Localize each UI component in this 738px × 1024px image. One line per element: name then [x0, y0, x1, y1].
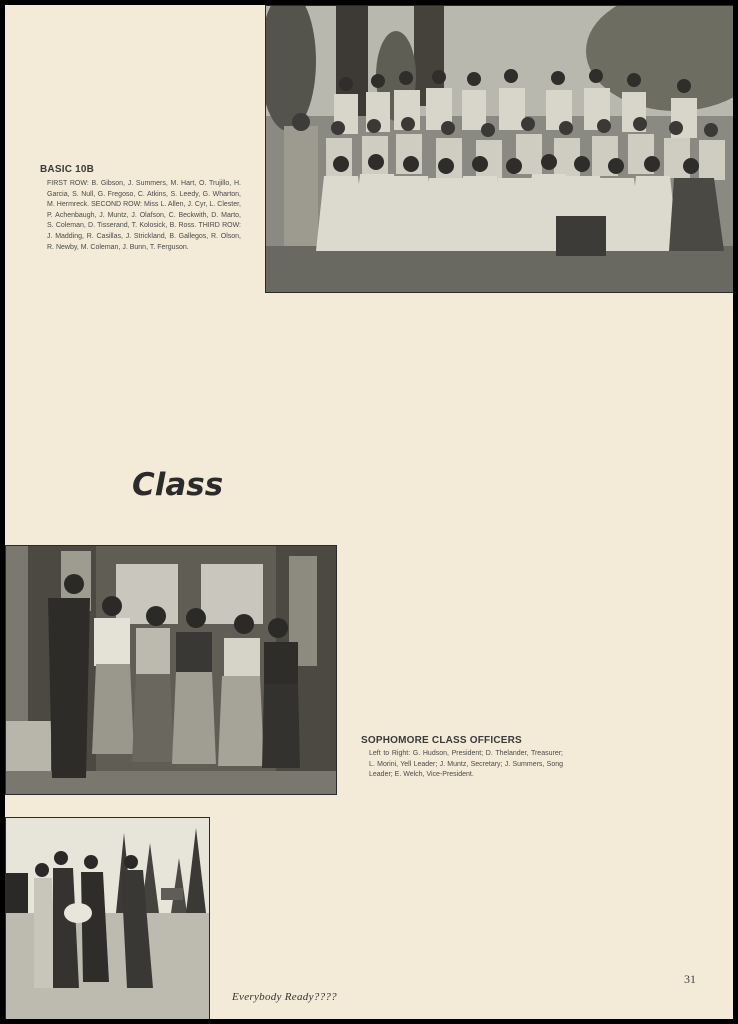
everybody-ready-caption: Everybody Ready???? [232, 991, 337, 1003]
officers-title: SOPHOMORE CLASS OFFICERS [361, 735, 522, 746]
class-heading: Class [132, 467, 224, 503]
officers-caption: Left to Right: G. Hudson, President; D. Thelander, Treasurer; L. Morini, Yell Leader; J. Muntz, Secretary; J. Summers, Song Leader; E. Welch, Vice-President. [369, 750, 563, 779]
sophomore-officers-photo [5, 545, 337, 795]
basic-10b-title: BASIC 10B [40, 164, 95, 175]
everybody-ready-photo [5, 817, 210, 1019]
yearbook-page [5, 5, 733, 1019]
page-number: 31 [684, 972, 696, 986]
basic-10b-caption: FIRST ROW: B. Gibson, J. Summers, M. Hart, O. Trujillo, H. Garcia, S. Null, G. Fregoso, C. Atkins, S. Leedy, G. Wharton, M. Hermreck. SECOND ROW: Miss L. Allen, J. Cyr, L. Clester, P. Achenbaugh, J. Muntz, J. Olafson, C. Beckwith, D. Marto, S. Coleman, D. Tisserand, T. Kolosick, B. Ross. THIRD ROW: J. Madding, R. Casillas, J. Strickland, B. Gallegos, R. Olson, R. Newby, M. Coleman, J. Bunn, T. Ferguson. [47, 180, 241, 251]
basic-10b-group-photo [265, 5, 733, 293]
